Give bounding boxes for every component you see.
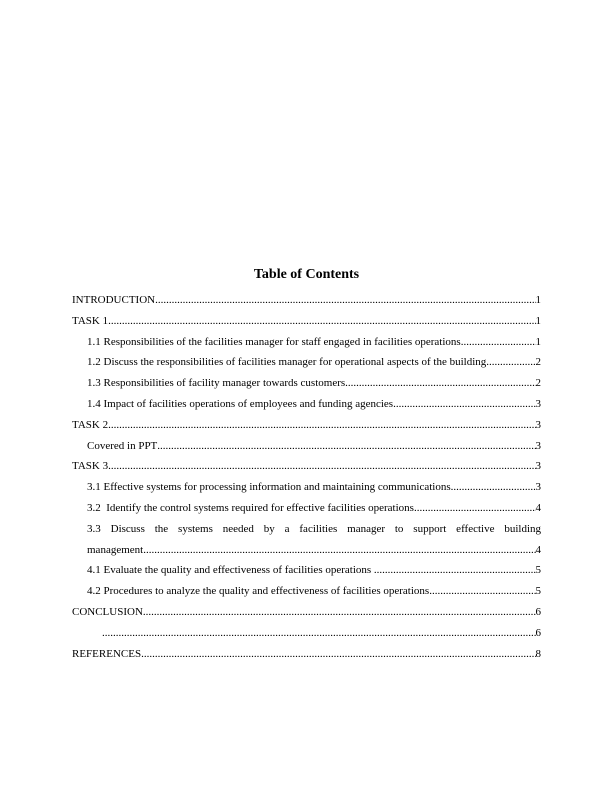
toc-entry-label-line1: 3.3 Discuss the systems needed by a facilities manager to support effective building: [87, 522, 541, 535]
toc-page-number: 2: [535, 356, 541, 369]
toc-entry-label: 3.2 Identify the control systems required for effective facilities operations: [87, 501, 414, 514]
toc-leader-dots: [157, 436, 535, 457]
toc-entry-3-1[interactable]: [72, 477, 541, 498]
toc-leader-dots: [108, 415, 535, 436]
toc-leader-dots: [143, 602, 536, 623]
toc-entry-label: 4.1 Evaluate the quality and effectiveness of facilities operations: [87, 564, 374, 577]
toc-entry-4-2[interactable]: [72, 581, 541, 602]
toc-leader-dots: [141, 644, 535, 665]
toc-page-number: 1: [535, 294, 541, 306]
toc-entry-3-2[interactable]: [72, 498, 541, 519]
toc-leader-dots: [486, 352, 535, 373]
toc-entry-references[interactable]: [72, 644, 541, 665]
toc-page-number: 3: [535, 397, 541, 410]
toc-entry-covered-in-ppt[interactable]: [72, 436, 541, 457]
toc-entry-label: 1.2 Discuss the responsibilities of facilities manager for operational aspects of the building: [87, 356, 487, 369]
toc-leader-dots: [108, 456, 535, 477]
toc-leader-dots: [451, 477, 536, 498]
toc-entry-task-1[interactable]: [72, 311, 541, 332]
toc-page-number: 5: [535, 564, 541, 577]
toc-leader-dots: [429, 581, 535, 602]
toc-entry-label: TASK 2: [72, 418, 109, 431]
toc-entry-label: 1.3 Responsibilities of facility manager towards customers: [87, 377, 346, 390]
toc-entry-label: Covered in PPT: [87, 439, 158, 452]
toc-page-number: 5: [535, 585, 541, 598]
toc-page-number: 6: [535, 605, 541, 618]
toc-entry-label: CONCLUSION: [72, 605, 143, 618]
toc-leader-dots: [414, 498, 536, 519]
toc-title: Table of Contents: [253, 267, 360, 282]
toc-page-number: 4: [535, 543, 541, 556]
toc-page-number: 3: [535, 439, 541, 452]
toc-page-number: 4: [535, 501, 541, 514]
toc-leader-dots: [461, 332, 536, 353]
toc-leader-dots: [374, 560, 536, 581]
toc-entry-untitled[interactable]: [72, 623, 541, 644]
toc-page-number: 1: [535, 314, 541, 327]
toc-page-number: 2: [535, 377, 541, 390]
toc-leader-dots: [345, 373, 535, 394]
toc-page-number: 8: [535, 647, 541, 660]
toc-leader-dots: [155, 290, 535, 311]
toc-entry-label: 3.1 Effective systems for processing information and maintaining communications: [87, 481, 451, 494]
toc-page-number: 6: [535, 626, 541, 639]
toc-entry-1-3[interactable]: [72, 373, 541, 394]
toc-leader-dots: [143, 540, 535, 561]
toc-entry-task-2[interactable]: [72, 415, 541, 436]
toc-entry-label: INTRODUCTION: [72, 294, 156, 306]
toc-page-number: 3: [535, 481, 541, 494]
toc-entry-1-4[interactable]: [72, 394, 541, 415]
toc-entry-label: TASK 3: [72, 460, 109, 473]
table-of-contents: [72, 262, 541, 664]
toc-leader-dots: [102, 623, 536, 644]
toc-leader-dots: [393, 394, 535, 415]
toc-page-number: 1: [535, 335, 541, 348]
toc-entry-1-2[interactable]: [72, 352, 541, 373]
toc-entry-conclusion[interactable]: [72, 602, 541, 623]
toc-entry-label: 1.1 Responsibilities of the facilities manager for staff engaged in facilities operations: [87, 335, 461, 348]
toc-entry-label: TASK 1: [72, 314, 109, 327]
toc-leader-dots: [108, 311, 535, 332]
toc-page-number: 3: [535, 418, 541, 431]
toc-entry-line2: [87, 540, 541, 561]
toc-entry-1-1[interactable]: [72, 332, 541, 353]
toc-entry-introduction[interactable]: [72, 290, 541, 311]
toc-entry-label: 1.4 Impact of facilities operations of employees and funding agencies: [87, 397, 394, 410]
toc-entry-3-3[interactable]: [72, 519, 541, 561]
toc-entry-label-line2: management: [87, 543, 144, 556]
toc-page-number: 3: [535, 460, 541, 473]
toc-entry-label: 4.2 Procedures to analyze the quality and effectiveness of facilities operations: [87, 585, 430, 598]
toc-entry-4-1[interactable]: [72, 560, 541, 581]
toc-entry-label: REFERENCES: [72, 647, 142, 660]
toc-entry-task-3[interactable]: [72, 456, 541, 477]
